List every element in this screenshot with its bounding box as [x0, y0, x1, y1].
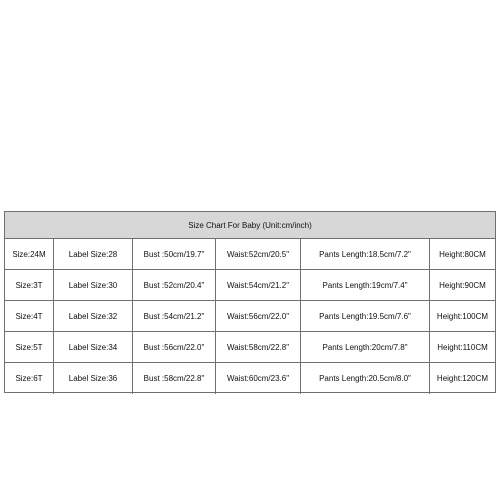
table-row	[5, 332, 495, 363]
label-size-cell: Label Size:28	[54, 239, 133, 270]
height-cell: Height:110CM	[430, 332, 495, 363]
bust-cell: Bust :50cm/19.7"	[133, 239, 216, 270]
table-row	[5, 270, 495, 301]
waist-cell: Waist:52cm/20.5"	[216, 239, 301, 270]
pants-length-cell: Pants Length:20.5cm/8.0"	[301, 363, 430, 394]
pants-length-cell: Pants Length:19cm/7.4"	[301, 270, 430, 301]
size-cell: Size:3T	[5, 270, 54, 301]
size-cell: Size:6T	[5, 363, 54, 394]
height-cell: Height:80CM	[430, 239, 495, 270]
label-size-cell: Label Size:34	[54, 332, 133, 363]
bust-cell: Bust :54cm/21.2"	[133, 301, 216, 332]
bust-cell: Bust :52cm/20.4"	[133, 270, 216, 301]
table-row	[5, 239, 495, 270]
label-size-cell: Label Size:30	[54, 270, 133, 301]
size-cell: Size:5T	[5, 332, 54, 363]
pants-length-cell: Pants Length:20cm/7.8"	[301, 332, 430, 363]
waist-cell: Waist:60cm/23.6"	[216, 363, 301, 394]
size-chart-rows	[5, 239, 495, 394]
waist-cell: Waist:54cm/21.2"	[216, 270, 301, 301]
bust-cell: Bust :56cm/22.0"	[133, 332, 216, 363]
bust-cell: Bust :58cm/22.8"	[133, 363, 216, 394]
pants-length-cell: Pants Length:19.5cm/7.6"	[301, 301, 430, 332]
height-cell: Height:120CM	[436, 374, 489, 383]
size-cell: Size:24M	[5, 239, 54, 270]
size-cell: Size:4T	[5, 301, 54, 332]
table-row	[5, 301, 495, 332]
size-chart-title: Size Chart For Baby (Unit:cm/inch)	[5, 212, 495, 239]
pants-length-cell: Pants Length:18.5cm/7.2"	[301, 239, 430, 270]
label-size-cell: Label Size:32	[54, 301, 133, 332]
waist-cell: Waist:58cm/22.8"	[216, 332, 301, 363]
height-cell: Height:100CM	[430, 301, 495, 332]
label-size-cell: Label Size:36	[54, 363, 133, 394]
table-row	[5, 363, 495, 394]
waist-cell: Waist:56cm/22.0"	[216, 301, 301, 332]
size-chart-table	[4, 211, 496, 393]
height-cell: Height:90CM	[430, 270, 495, 301]
